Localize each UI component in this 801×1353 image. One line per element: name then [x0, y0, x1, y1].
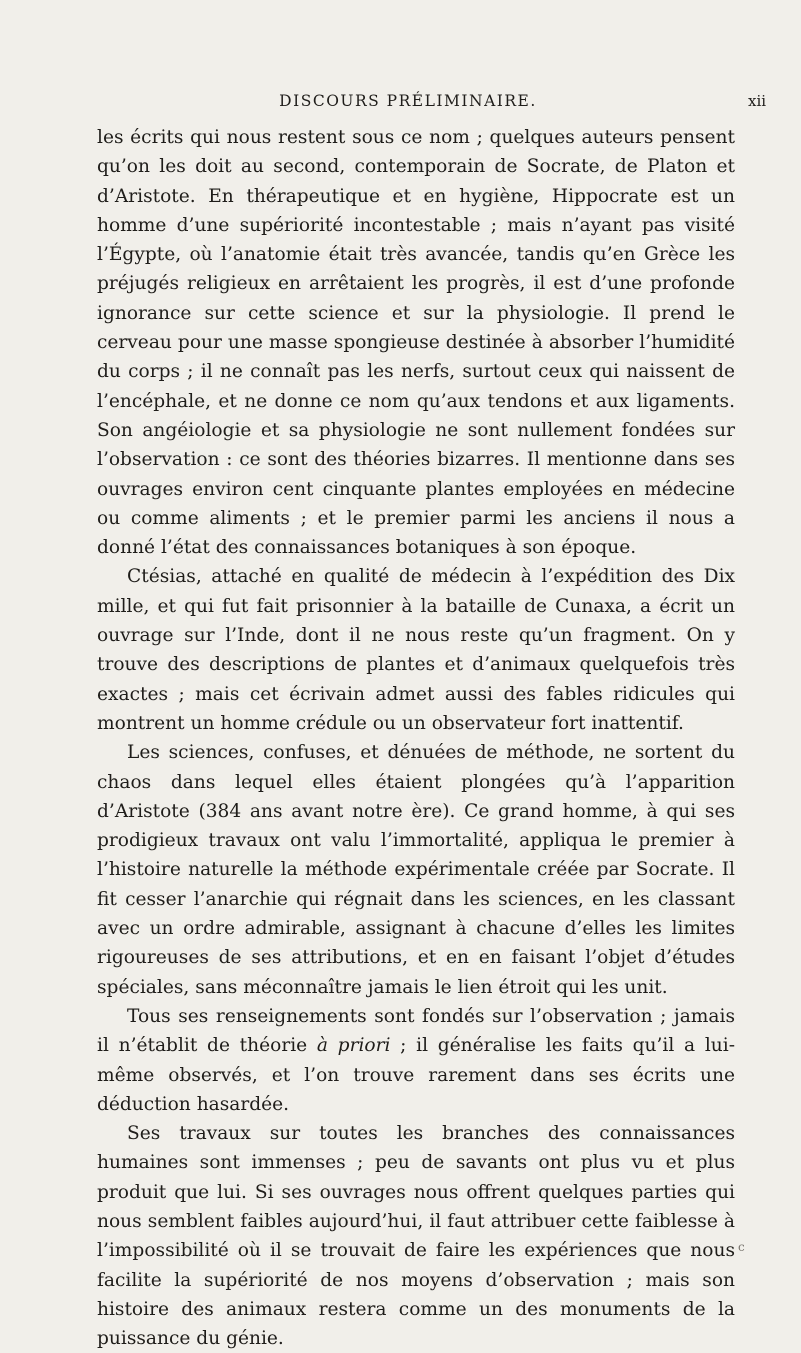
paragraph-travaux: Ses travaux sur toutes les branches des connaissances humaines sont immenses ; peu de savants ont plus vu et plus produit que lui. Si ses ouvrages nous offrent quelques parties qui nous semblent faibles aujourd’hui, il faut attribuer cette faiblesse à l’impossibilité où il se trouvait de faire les expériences que nous facilite la supériorité de nos moyens d’observation ; mais son histoire des animaux restera comme un des monuments de la puissance du génie. [97, 1123, 735, 1350]
paragraph-hippocrate: les écrits qui nous restent sous ce nom ; quelques auteurs pensent qu’on les doit au second, contemporain de Socrate, de Platon et d’Aristote. En thérapeutique et en hygiène, Hippocrate est un homme d’une supériorité incontestable ; mais n’ayant pas visité l’Égypte, où l’anatomie était très avancée, tandis qu’en Grèce les préjugés religieux en arrêtaient les progrès, il est d’une profonde ignorance sur cette science et sur la physiologie. Il prend le cerveau pour une masse spongieuse destinée à absorber l’humidité du corps ; il ne connaît pas les nerfs, surtout ceux qui naissent de l’encéphale, et ne donne ce nom qu’aux tendons et aux ligaments. Son angéiologie et sa physiologie ne sont nullement fondées sur l’observation : ce sont des théories bizarres. Il mentionne dans ses ouvrages environ cent cinquante plantes employées en médecine ou comme aliments ; et le premier parmi les anciens il nous a donné l’état des connaissances botaniques à son époque. [97, 127, 735, 559]
signature-mark: c [738, 1240, 745, 1254]
italic-a-priori: à priori [316, 1035, 391, 1057]
paragraph-aristote: Les sciences, confuses, et dénuées de méthode, ne sortent du chaos dans lequel elles étaient plongées qu’à l’apparition d’Aristote (384 ans avant notre ère). Ce grand homme, à qui ses prodigieux travaux ont valu l’immortalité, appliqua le premier à l’histoire naturelle la méthode expérimentale créée par Socrate. Il fit cesser l’anarchie qui régnait dans les sciences, en les classant avec un ordre admirable, assignant à chacune d’elles les limites rigoureuses de ses attributions, et en en faisant l’objet d’études spéciales, sans méconnaître jamais le lien étroit qui les unit. [97, 742, 735, 998]
page-number: xii [748, 92, 767, 110]
body-text [97, 123, 735, 1353]
paragraph-observation [97, 1002, 735, 1119]
paragraph-ctesias: Ctésias, attaché en qualité de médecin à l’expédition des Dix mille, et qui fut fait prisonnier à la bataille de Cunaxa, a écrit un ouvrage sur l’Inde, dont il ne nous reste qu’un fragment. On y trouve des descriptions de plantes et d’animaux quelquefois très exactes ; mais cet écrivain admet aussi des fables ridicules qui montrent un homme crédule ou un observateur fort inattentif. [97, 566, 735, 734]
paragraph-observation-end: ; il généralise les faits qu’il a lui-même observés, et l’on trouve rarement dans ses écrits une déduction hasardée. [97, 1035, 735, 1115]
running-title: DISCOURS PRÉLIMINAIRE. [279, 92, 537, 110]
paragraph-observation-start: Tous ses renseignements sont fondés sur l’observation ; jamais il n’établit de théorie [97, 1005, 735, 1057]
